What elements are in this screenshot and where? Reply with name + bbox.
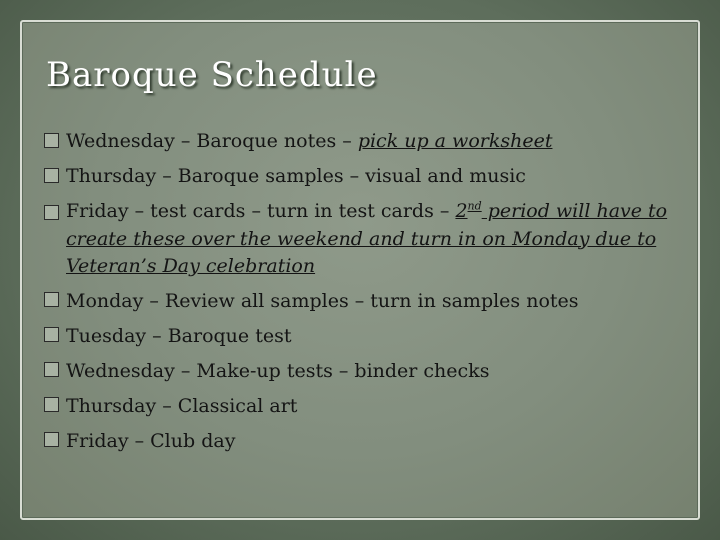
item-emphasis: 2 [455,200,468,222]
square-bullet-icon [44,292,59,307]
item-text: Friday – test cards – turn in test cards – [66,200,456,222]
slide-title: Baroque Schedule [46,55,378,95]
square-bullet-icon [44,327,59,342]
item-text: Wednesday – Baroque notes – [66,130,358,152]
list-item [44,319,684,354]
item-text: Thursday – Baroque samples – visual and music [66,165,526,187]
list-item [44,124,684,159]
item-emphasis: period will have to create these over the weekend and turn in on Monday due to Veteran’s Day celebration [66,200,668,277]
list-item [44,159,684,194]
square-bullet-icon [44,205,59,220]
square-bullet-icon [44,168,59,183]
schedule-list [44,124,684,459]
square-bullet-icon [44,397,59,412]
ordinal-suffix: nd [467,199,482,213]
item-emphasis: pick up a worksheet [357,130,553,152]
square-bullet-icon [44,362,59,377]
item-text: Thursday – Classical art [66,394,298,417]
list-item [44,284,684,319]
item-text: Friday – Club day [66,429,236,452]
list-item [44,424,684,459]
square-bullet-icon [44,432,59,447]
item-text: Tuesday – Baroque test [66,324,292,347]
item-text: Wednesday – Make-up tests – binder checks [66,359,490,382]
item-text: Monday – Review all samples – turn in samples notes [66,289,579,312]
list-item [44,354,684,389]
square-bullet-icon [44,133,59,148]
list-item [44,198,684,281]
list-item [44,389,684,424]
